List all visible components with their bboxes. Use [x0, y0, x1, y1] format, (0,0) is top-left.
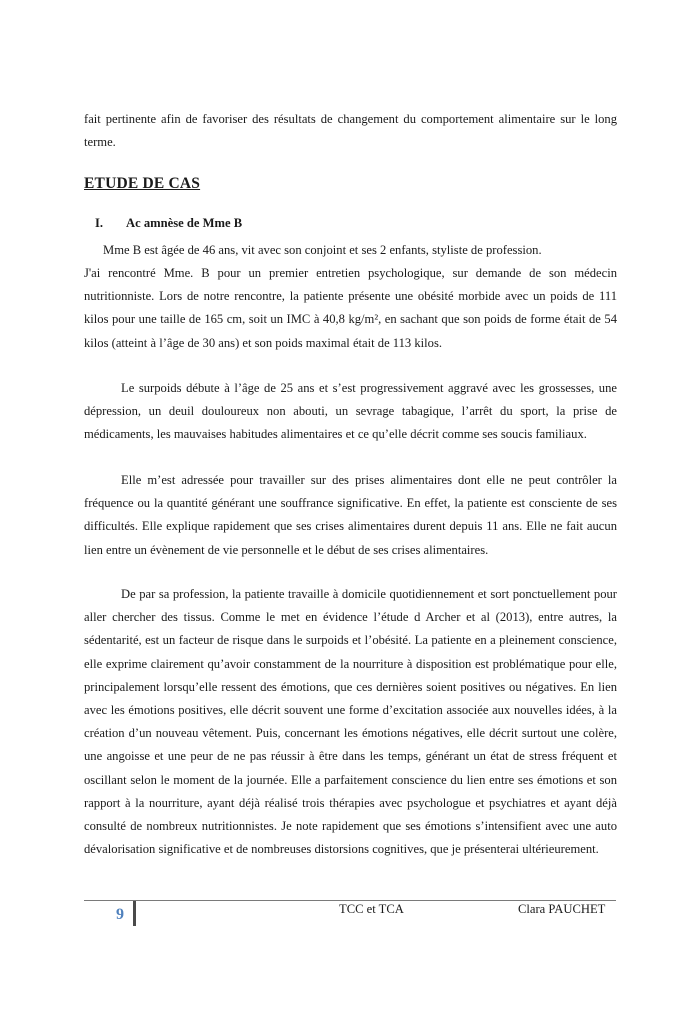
paragraph-intro-line: Mme B est âgée de 46 ans, vit avec son conjoint et ses 2 enfants, styliste de profession. — [103, 243, 542, 257]
paragraph-continuation: fait pertinente afin de favoriser des résultats de changement du comportement alimentaire sur le long terme. — [84, 112, 617, 150]
footer-separator — [133, 901, 136, 926]
footer-divider — [84, 900, 616, 901]
page-number: 9 — [116, 906, 124, 923]
paragraph-overweight-history: Le surpoids débute à l’âge de 25 ans et s’est progressivement aggravé avec les grossesses, une dépression, un deuil douloureux non abouti, un sevrage tabagique, l’arrêt du sport, la prise de médicaments, les mauvaises habitudes alimentaires et ce qu’elle décrit comme ses soucis familiaux. — [84, 381, 617, 442]
subsection-heading — [95, 216, 242, 231]
paragraph-profession-emotions: De par sa profession, la patiente travaille à domicile quotidiennement et sort ponctuellement pour aller chercher des tissus. Comme le met en évidence l’étude d Archer et al (2013), entre autres, la sédentarité, est un facteur de risque dans le surpoids et l’obésité. La patiente en a pleinement conscience, elle exprime clairement qu’avoir constamment de la nourriture à disposition est problématique pour elle, principalement lorsqu’elle ressent des émotions, que ces dernières soient positives ou négatives. En lien avec les émotions positives, elle décrit souvent une forme d’excitation associée aux nouvelles idées, à la création d’un nouveau vêtement. Puis, concernant les émotions négatives, elle décrit surtout une colère, une angoisse et une peur de ne pas réussir à être dans les temps, générant un état de stress fréquent et oscillant selon le moment de la journée. Elle a parfaitement conscience du lien entre ses émotions et son rapport à la nourriture, ayant déjà réalisé trois thérapies avec psychologue et psychiatres et ayant déjà consulté de nombreux nutritionnistes. Je note rapidement que ses émotions s’intensifient avec une auto dévalorisation significative et de nombreuses distorsions cognitives, que je présenterai ultérieurement. — [84, 587, 617, 857]
section-heading: ETUDE DE CAS — [84, 175, 201, 192]
paragraph-referral: Elle m’est adressée pour travailler sur des prises alimentaires dont elle ne peut contrôler la fréquence ou la quantité générant une souffrance significative. En effet, la patiente est consciente de ses difficultés. Elle explique rapidement que ses crises alimentaires durent depuis 11 ans. Elle ne fait aucun lien entre un évènement de vie personnelle et le début de ses crises alimentaires. — [84, 473, 617, 557]
subsection-number: I. — [95, 216, 104, 230]
subsection-title: Ac amnèse de Mme B — [126, 216, 243, 230]
footer-title: TCC et TCA — [339, 902, 404, 916]
footer-author: Clara PAUCHET — [518, 902, 606, 916]
paragraph-intro: J'ai rencontré Mme. B pour un premier entretien psychologique, sur demande de son médecin nutritionniste. Lors de notre rencontre, la patiente présente une obésité morbide avec un poids de 111 kilos pour une taille de 165 cm, soit un IMC à 40,8 kg/m², en sachant que son poids de forme était de 54 kilos (atteint à l’âge de 30 ans) et son poids maximal était de 113 kilos. — [84, 266, 617, 350]
